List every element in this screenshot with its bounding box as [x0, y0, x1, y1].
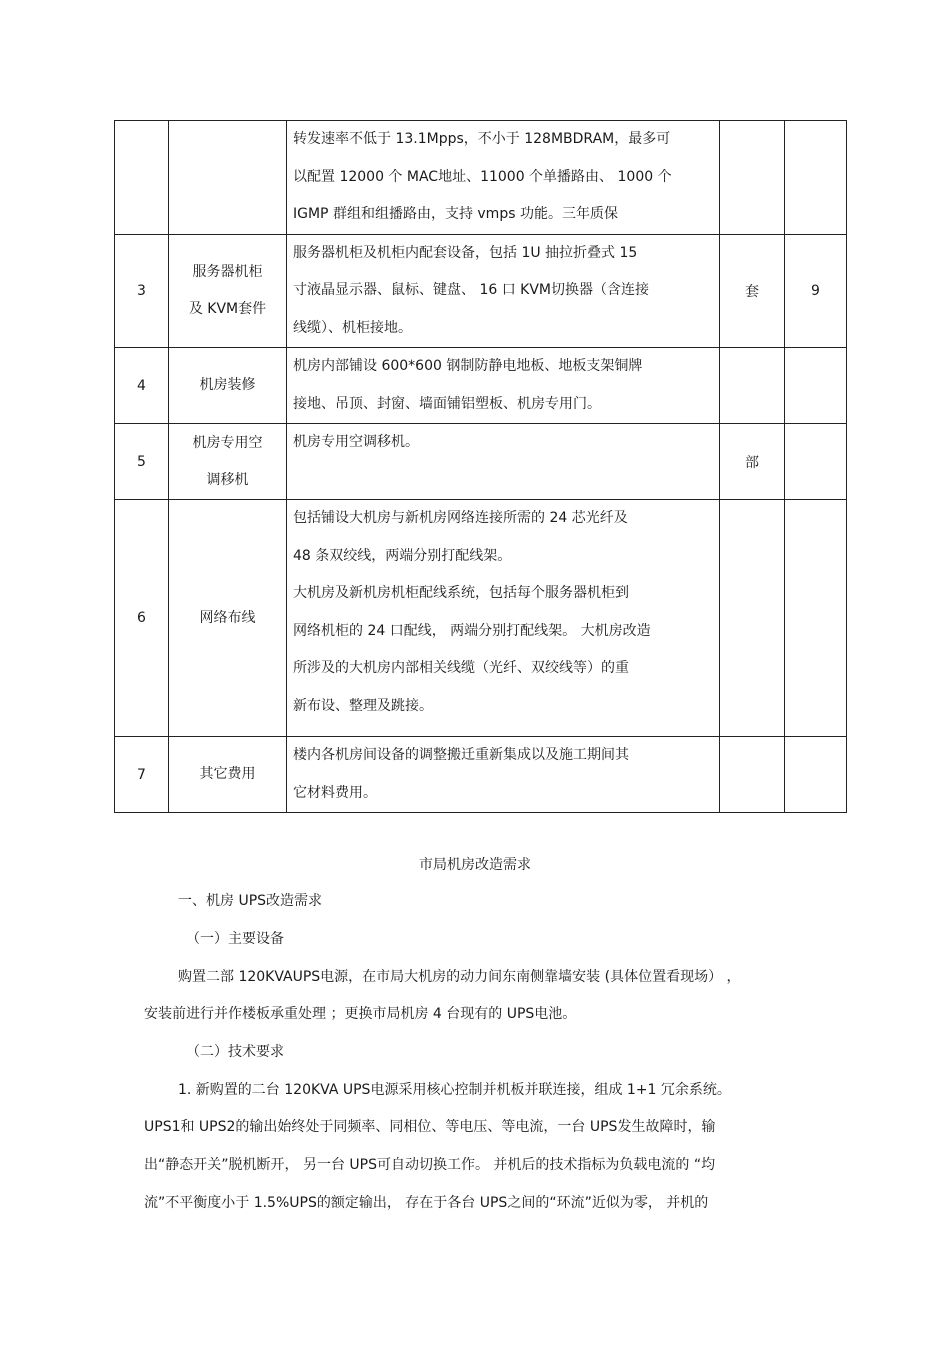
- cell-number: 6: [115, 500, 169, 737]
- cell-number: 7: [115, 737, 169, 813]
- description-line: 机房专用空调移机。: [293, 434, 419, 450]
- cell-quantity: [785, 500, 847, 737]
- description-line: 以配置 12000 个 MAC地址、11000 个单播路由、 1000 个: [293, 168, 672, 185]
- item-name-line: 机房装修: [199, 377, 256, 393]
- cell-item-name: [169, 121, 287, 235]
- cell-quantity: [785, 348, 847, 424]
- subheading-main-equipment: （一）主要设备: [186, 931, 284, 947]
- description-line: 所涉及的大机房内部相关线缆（光纤、双绞线等）的重: [293, 660, 629, 676]
- description-line: 服务器机柜及机柜内配套设备，包括 1U 抽拉折叠式 15: [293, 244, 638, 261]
- item-name-line: 其它费用: [199, 766, 256, 782]
- table-row: [115, 500, 847, 737]
- paragraph-line: 安装前进行并作楼板承重处理 ；更换市局机房 4 台现有的 UPS电池。: [144, 1006, 577, 1022]
- cell-quantity: 9: [785, 234, 847, 348]
- description-line: 寸液晶显示器、鼠标、键盘、 16 口 KVM切换器（含连接: [293, 282, 650, 298]
- item-name-line: 调移机: [206, 471, 249, 488]
- paragraph-line: 购置二部 120KVAUPS电源，在市局大机房的动力间东南侧靠墙安装 (具体位置看现场） ，: [178, 969, 741, 985]
- cell-item-name: [169, 234, 287, 348]
- cell-quantity: [785, 121, 847, 235]
- description-line: 48 条双绞线，两端分别打配线架。: [293, 547, 512, 564]
- cell-description: [287, 424, 720, 500]
- description-line: 大机房及新机房机柜配线系统，包括每个服务器机柜到: [293, 585, 629, 601]
- description-line: IGMP 群组和组播路由，支持 vmps 功能。三年质保: [293, 206, 618, 222]
- cell-item-name: [169, 348, 287, 424]
- cell-item-name: [169, 500, 287, 737]
- description-line: 网络机柜的 24 口配线， 两端分别打配线架。 大机房改造: [293, 622, 651, 639]
- item-name-line: 机房专用空: [192, 434, 263, 451]
- cell-unit: [720, 121, 785, 235]
- cell-unit: [720, 348, 785, 424]
- table-body: [115, 121, 847, 813]
- cell-unit: [720, 500, 785, 737]
- cell-description: [287, 348, 720, 424]
- cell-description: [287, 737, 720, 813]
- cell-number: [115, 121, 169, 235]
- cell-quantity: [785, 737, 847, 813]
- table-row: [115, 424, 847, 500]
- heading-ups-requirements: 一、机房 UPS改造需求: [178, 893, 323, 909]
- item-name-line: 服务器机柜: [192, 263, 263, 280]
- equipment-table: [114, 120, 847, 813]
- paragraph-line: 出“静态开关”脱机断开， 另一台 UPS可自动切换工作。 并机后的技术指标为负载电流的 “均: [144, 1157, 716, 1173]
- description-line: 新布设、整理及跳接。: [293, 697, 433, 714]
- paragraph-line: 流”不平衡度小于 1.5%UPS的额定输出， 存在于各台 UPS之间的“环流”近似为零， 并机的: [144, 1195, 709, 1211]
- cell-description: [287, 500, 720, 737]
- cell-unit: 部: [720, 424, 785, 500]
- description-line: 包括铺设大机房与新机房网络连接所需的 24 芯光纤及: [293, 510, 628, 526]
- cell-unit: [720, 737, 785, 813]
- description-line: 线缆）、机柜接地。: [293, 319, 412, 336]
- subheading-technical-requirements: （二）技术要求: [186, 1044, 284, 1060]
- cell-number: 3: [115, 234, 169, 348]
- item-name-line: 网络布线: [199, 609, 256, 626]
- description-line: 转发速率不低于 13.1Mpps，不小于 128MBDRAM，最多可: [293, 131, 671, 147]
- paragraph-line: 1. 新购置的二台 120KVA UPS电源采用核心控制并机板并联连接，组成 1+1 冗余系统。: [178, 1082, 731, 1098]
- cell-description: [287, 234, 720, 348]
- description-line: 机房内部铺设 600*600 钢制防静电地板、地板支架铜牌: [293, 358, 643, 374]
- cell-unit: 套: [720, 234, 785, 348]
- description-line: 楼内各机房间设备的调整搬迁重新集成以及施工期间其: [293, 747, 629, 763]
- cell-number: 5: [115, 424, 169, 500]
- table-row: [115, 121, 847, 235]
- cell-quantity: [785, 424, 847, 500]
- table-row: [115, 348, 847, 424]
- section-title: 市局机房改造需求: [419, 857, 531, 873]
- cell-description: [287, 121, 720, 235]
- paragraph-line: UPS1和 UPS2的输出始终处于同频率、同相位、等电压、等电流，一台 UPS发生故障时，输: [144, 1119, 716, 1135]
- description-line: 它材料费用。: [293, 784, 377, 801]
- cell-item-name: [169, 424, 287, 500]
- description-line: 接地、吊顶、封窗、墙面铺铝塑板、机房专用门。: [293, 395, 601, 412]
- item-name-line: 及 KVM套件: [188, 300, 267, 317]
- cell-number: 4: [115, 348, 169, 424]
- table-row: [115, 737, 847, 813]
- table-row: [115, 234, 847, 348]
- cell-item-name: [169, 737, 287, 813]
